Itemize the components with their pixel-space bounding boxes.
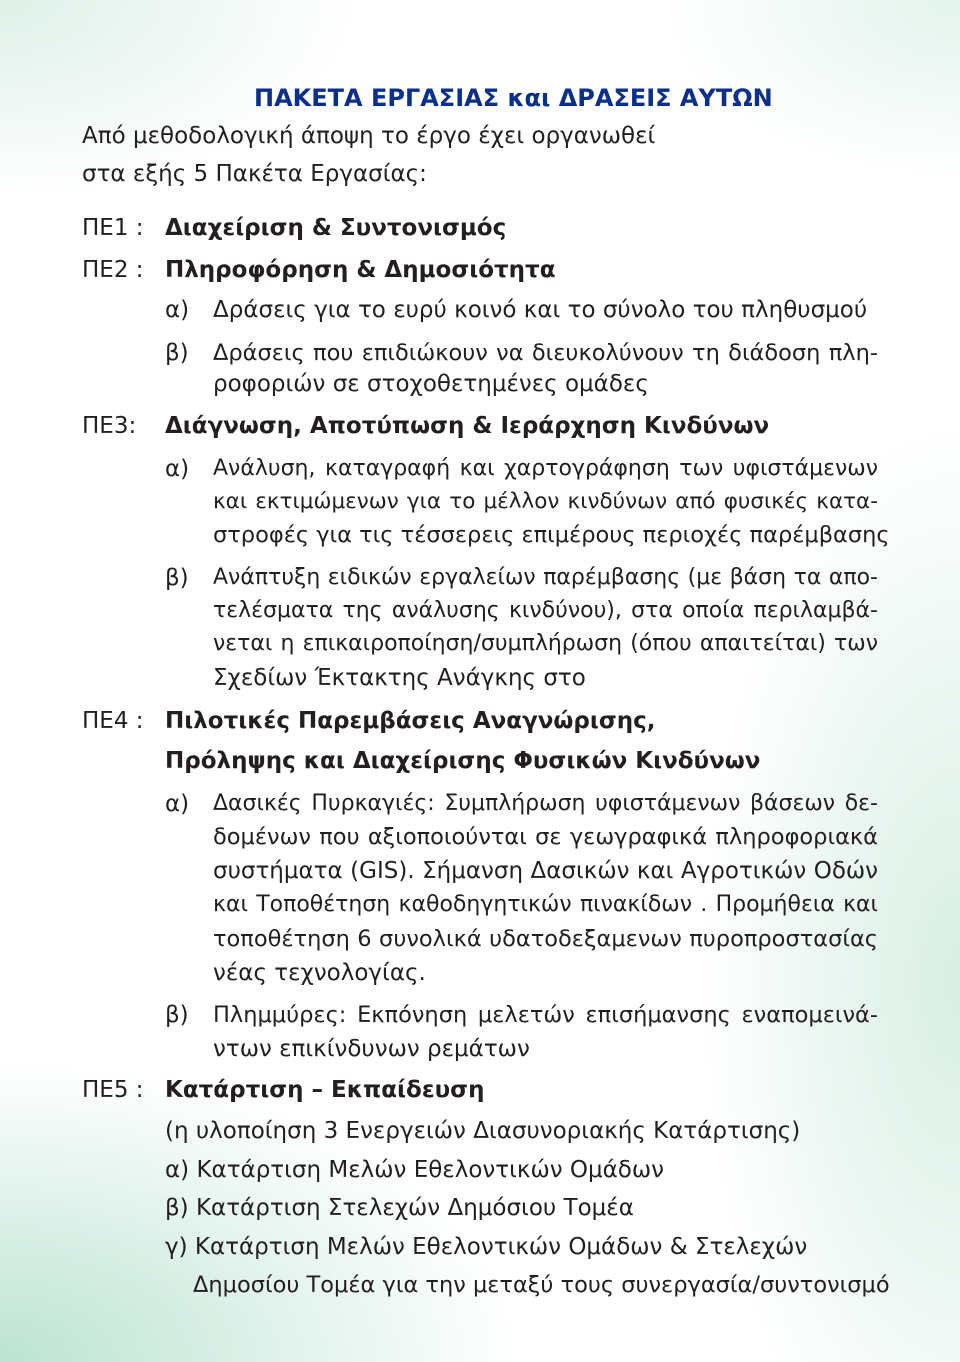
pe4-heading-line-2: Πρόληψης και Διαχείρισης Φυσικών Κινδύνων (165, 748, 761, 774)
pe3-item-a-line-3: στροφές για τις τέσσερεις επιμέρους περιοχές παρέμβασης (213, 522, 890, 548)
pe4-item-a-line-4: και Τοποθέτηση καθοδηγητικών πινακίδων . Προμήθεια και (213, 892, 878, 917)
pe2-item-b-mark: β) (165, 340, 189, 366)
pe4-heading-line-1: Πιλοτικές Παρεμβάσεις Αναγνώρισης, (165, 708, 656, 734)
pe5-item-a: α) Κατάρτιση Μελών Εθελοντικών Ομάδων (165, 1157, 664, 1183)
pe5-note: (η υλοποίηση 3 Ενεργειών Διασυνοριακής Κατάρτισης) (165, 1118, 801, 1144)
pe3-item-b-mark: β) (165, 565, 189, 591)
page-title: ΠΑΚΕΤΑ ΕΡΓΑΣΙΑΣ και ΔΡΑΣΕΙΣ ΑΥΤΩΝ (254, 84, 773, 112)
pe4-item-a-line-6: νέας τεχνολογίας. (213, 960, 426, 986)
pe1-heading: Διαχείριση & Συντονισμός (165, 215, 507, 241)
pe5-item-c: γ) Κατάρτιση Μελών Εθελοντικών Ομάδων & Στελεχών (165, 1234, 808, 1260)
pe4-item-a-line-5: τοποθέτηση 6 συνολικά υδατοδεξαμενων πυροπροστασίας (213, 926, 878, 952)
pe4-item-a-line-3: συστήματα (GIS). Σήμανση Δασικών και Αγροτικών Οδών (213, 858, 878, 884)
pe3-item-b-line-3: νεται η επικαιροποίηση/συμπλήρωση (όπου απαιτείται) των (213, 631, 878, 656)
pe5-label: ΠΕ5 : (82, 1077, 144, 1103)
pe4-item-a-mark: α) (165, 791, 190, 817)
pe5-heading: Κατάρτιση – Εκπαίδευση (165, 1077, 485, 1103)
pe2-item-a-line-1: Δράσεις για το ευρύ κοινό και το σύνολο του πληθυσμού (213, 297, 868, 323)
pe5-item-c-continuation: Δημοσίου Τομέα για την μεταξύ τους συνεργασία/συντονισμό (193, 1272, 890, 1298)
pe2-label: ΠΕ2 : (82, 257, 144, 283)
pe3-item-a-mark: α) (165, 456, 190, 482)
intro-line-2: στα εξής 5 Πακέτα Εργασίας: (82, 161, 427, 187)
pe3-item-a-line-2: και εκτιμώμενων για το μέλλον κινδύνων από φυσικές κατα- (213, 489, 878, 514)
pe3-heading: Διάγνωση, Αποτύπωση & Ιεράρχηση Κινδύνων (165, 413, 770, 439)
pe4-label: ΠΕ4 : (82, 708, 144, 734)
pe3-label: ΠΕ3: (82, 413, 137, 439)
pe4-item-b-mark: β) (165, 1002, 189, 1028)
pe5-item-b: β) Κατάρτιση Στελεχών Δημόσιου Τομέα (165, 1195, 634, 1221)
pe2-item-a-mark: α) (165, 297, 190, 323)
pe2-item-b-line-1: Δράσεις που επιδιώκουν να διευκολύνουν τη διάδοση πλη- (213, 340, 878, 366)
pe3-item-a-line-1: Ανάλυση, καταγραφή και χαρτογράφηση των υφιστάμενων (213, 456, 878, 481)
pe2-item-b-line-2: ροφοριών σε στοχοθετημένες ομάδες (213, 371, 649, 397)
pe4-item-b-line-2: ντων επικίνδυνων ρεμάτων (213, 1036, 530, 1062)
pe3-item-b-line-2: τελέσματα της ανάλυσης κινδύνου), στα οποία περιλαμβά- (213, 598, 878, 623)
pe4-item-b-line-1: Πλημμύρες: Εκπόνηση μελετών επισήμανσης εναπομεινά- (213, 1002, 878, 1028)
pe1-label: ΠΕ1 : (82, 215, 144, 241)
intro-line-1: Από μεθοδολογική άποψη το έργο έχει οργανωθεί (82, 123, 656, 149)
pe3-item-b-line-1: Ανάπτυξη ειδικών εργαλείων παρέμβασης (με βάση τα απο- (213, 565, 878, 590)
pe4-item-a-line-2: δομένων που αξιοποιούνται σε γεωγραφικά πληροφοριακά (213, 824, 878, 850)
pe4-item-a-line-1: Δασικές Πυρκαγιές: Συμπλήρωση υφιστάμενων βάσεων δε- (213, 791, 878, 816)
pe3-item-b-line-4: Σχεδίων Έκτακτης Ανάγκης στο (213, 665, 586, 691)
pe2-heading: Πληροφόρηση & Δημοσιότητα (165, 257, 556, 283)
